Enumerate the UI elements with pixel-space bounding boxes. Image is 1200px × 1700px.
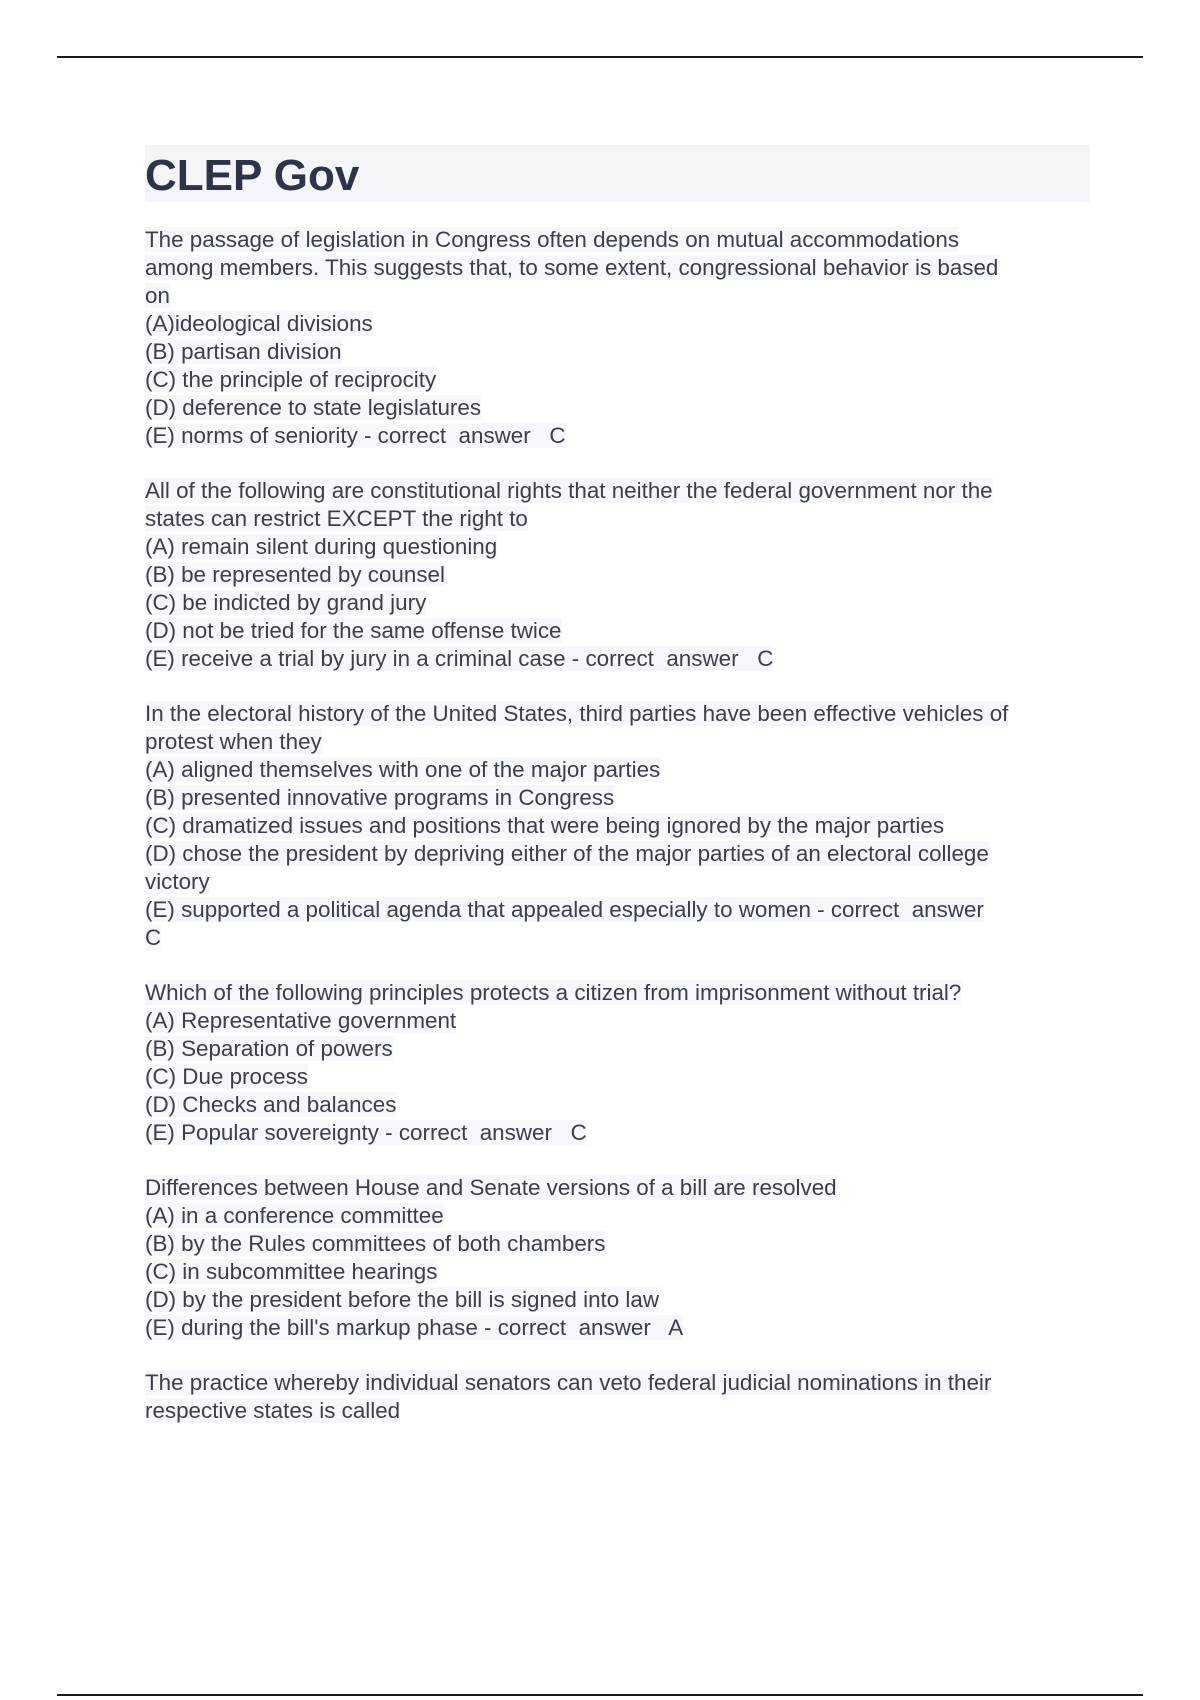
line-text: (D) chose the president by depriving either of the major parties of an electoral college: [145, 841, 989, 866]
page-title: CLEP Gov: [145, 150, 360, 200]
line-text: (E) supported a political agenda that appealed especially to women - correct answer: [145, 897, 984, 922]
question-text-line: [145, 1174, 1090, 1202]
question-line: [145, 1202, 1090, 1230]
question-text-line: [145, 477, 1090, 505]
line-text: All of the following are constitutional rights that neither the federal government nor the: [145, 478, 993, 503]
question-text-line: [145, 226, 1090, 254]
line-text: Differences between House and Senate versions of a bill are resolved: [145, 1175, 837, 1200]
line-text: (A) in a conference committee: [145, 1203, 444, 1228]
line-text: (D) not be tried for the same offense twice: [145, 618, 562, 643]
line-text: respective states is called: [145, 1398, 401, 1423]
line-text: (E) norms of seniority - correct answer C: [145, 423, 566, 448]
question-line: [145, 1035, 1090, 1063]
question-block: [145, 477, 1090, 673]
question-text-line: [145, 1369, 1090, 1397]
question-line: [145, 1286, 1090, 1314]
line-text: The practice whereby individual senators can veto federal judicial nominations in their: [145, 1370, 992, 1395]
question-line: [145, 394, 1090, 422]
question-text-line: [145, 979, 1090, 1007]
line-text: In the electoral history of the United States, third parties have been effective vehicles of: [145, 701, 1009, 726]
line-text: (C) in subcommittee hearings: [145, 1259, 438, 1284]
question-line: [145, 1091, 1090, 1119]
line-text: (C) the principle of reciprocity: [145, 367, 437, 392]
line-text: (E) during the bill's markup phase - correct answer A: [145, 1315, 684, 1340]
line-text: (A)ideological divisions: [145, 311, 373, 336]
line-text: C: [145, 925, 162, 950]
title-band: [145, 145, 1090, 202]
line-text: (A) remain silent during questioning: [145, 534, 498, 559]
question-block: [145, 979, 1090, 1147]
question-line: [145, 840, 1090, 868]
line-text: (D) Checks and balances: [145, 1092, 397, 1117]
question-line: [145, 366, 1090, 394]
line-text: (B) presented innovative programs in Congress: [145, 785, 615, 810]
question-line: [145, 645, 1090, 673]
line-text: Which of the following principles protects a citizen from imprisonment without trial?: [145, 980, 962, 1005]
question-line: [145, 1397, 1090, 1425]
line-text: victory: [145, 869, 210, 894]
question-block: [145, 1174, 1090, 1342]
question-line: [145, 896, 1090, 924]
question-block: [145, 226, 1090, 450]
question-line: [145, 1063, 1090, 1091]
line-text: (C) Due process: [145, 1064, 308, 1089]
question-line: [145, 1314, 1090, 1342]
line-text: (B) partisan division: [145, 339, 342, 364]
question-line: [145, 589, 1090, 617]
line-text: (B) by the Rules committees of both chambers: [145, 1231, 606, 1256]
line-text: (B) be represented by counsel: [145, 562, 445, 587]
question-list: [145, 226, 1090, 1425]
question-line: [145, 505, 1090, 533]
bottom-rule: [57, 1694, 1143, 1696]
line-text: (E) receive a trial by jury in a criminal case - correct answer C: [145, 646, 774, 671]
question-line: [145, 868, 1090, 896]
question-line: [145, 533, 1090, 561]
question-line: [145, 254, 1090, 282]
line-text: (D) by the president before the bill is signed into law: [145, 1287, 660, 1312]
question-line: [145, 924, 1090, 952]
line-text: among members. This suggests that, to some extent, congressional behavior is based: [145, 255, 999, 280]
question-line: [145, 812, 1090, 840]
line-text: (C) dramatized issues and positions that were being ignored by the major parties: [145, 813, 945, 838]
line-text: (D) deference to state legislatures: [145, 395, 482, 420]
question-block: [145, 1369, 1090, 1425]
question-text-line: [145, 700, 1090, 728]
line-text: protest when they: [145, 729, 322, 754]
question-line: [145, 561, 1090, 589]
line-text: (A) Representative government: [145, 1008, 457, 1033]
question-block: [145, 700, 1090, 952]
line-text: states can restrict EXCEPT the right to: [145, 506, 528, 531]
question-line: [145, 1119, 1090, 1147]
line-text: (B) Separation of powers: [145, 1036, 393, 1061]
question-line: [145, 784, 1090, 812]
question-line: [145, 310, 1090, 338]
question-line: [145, 617, 1090, 645]
line-text: The passage of legislation in Congress often depends on mutual accommodations: [145, 227, 960, 252]
line-text: (E) Popular sovereignty - correct answer C: [145, 1120, 587, 1145]
question-line: [145, 338, 1090, 366]
document-body: [145, 145, 1090, 1452]
question-line: [145, 1007, 1090, 1035]
line-text: (A) aligned themselves with one of the major parties: [145, 757, 661, 782]
question-line: [145, 1230, 1090, 1258]
line-text: on: [145, 283, 170, 308]
question-line: [145, 728, 1090, 756]
top-rule: [57, 56, 1143, 58]
question-line: [145, 282, 1090, 310]
line-text: (C) be indicted by grand jury: [145, 590, 427, 615]
question-line: [145, 1258, 1090, 1286]
question-line: [145, 756, 1090, 784]
question-line: [145, 422, 1090, 450]
